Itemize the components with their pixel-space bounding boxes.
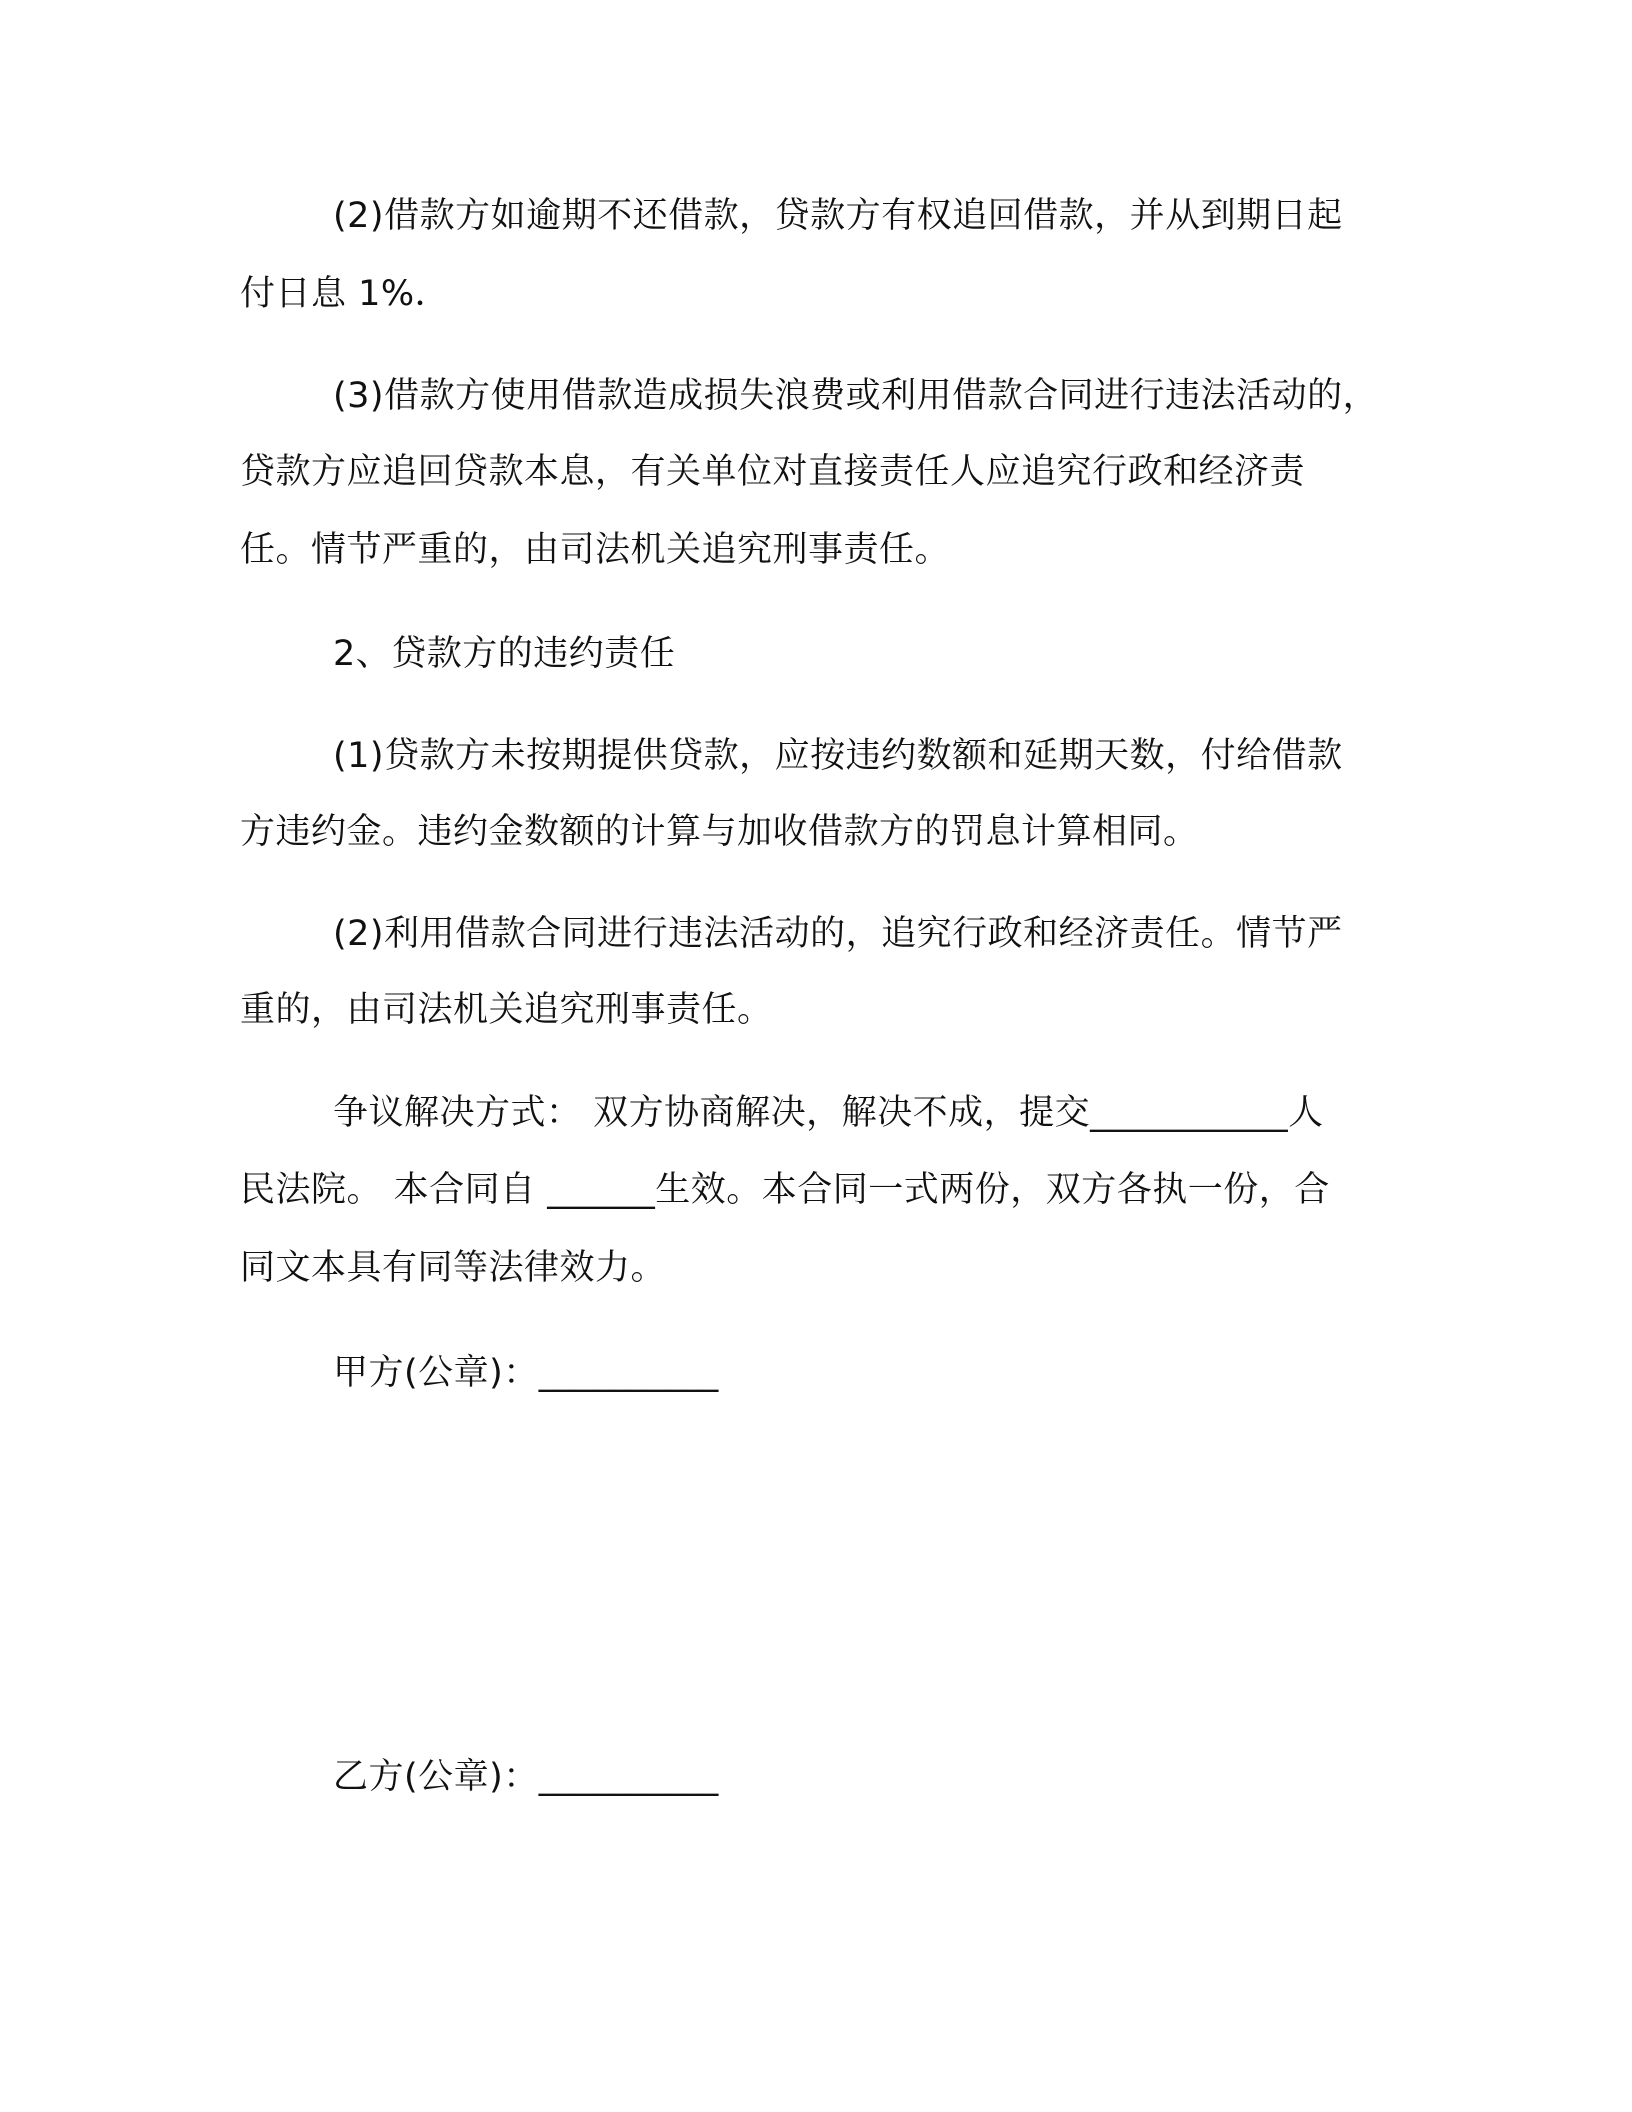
paragraph-line: 争议解决方式： 双方协商解决，解决不成，提交___________人 <box>333 1093 1324 1133</box>
paragraph-line: 任。情节严重的，由司法机关追究刑事责任。 <box>240 530 951 570</box>
paragraph-line: (3)借款方使用借款造成损失浪费或利用借款合同进行违法活动的， <box>333 376 1379 416</box>
paragraph-line: 重的，由司法机关追究刑事责任。 <box>240 990 773 1030</box>
paragraph-line: 方违约金。违约金数额的计算与加收借款方的罚息计算相同。 <box>240 812 1199 852</box>
paragraph-line: (2)利用借款合同进行违法活动的，追究行政和经济责任。情节严 <box>333 914 1343 954</box>
paragraph-line: 付日息 1%． <box>240 274 451 314</box>
party-b-seal-line: 乙方(公章)：__________ <box>333 1757 719 1797</box>
paragraph-line: 民法院。 本合同自 ______生效。本合同一式两份，双方各执一份，合 <box>240 1170 1330 1210</box>
paragraph-line: 同文本具有同等法律效力。 <box>240 1248 667 1288</box>
paragraph-line: (1)贷款方未按期提供贷款，应按违约数额和延期天数，付给借款 <box>333 736 1343 776</box>
paragraph-line: (2)借款方如逾期不还借款，贷款方有权追回借款，并从到期日起 <box>333 196 1343 236</box>
party-a-seal-line: 甲方(公章)：__________ <box>333 1353 719 1393</box>
paragraph-line: 贷款方应追回贷款本息，有关单位对直接责任人应追究行政和经济责 <box>240 452 1306 492</box>
section-heading: 2、贷款方的违约责任 <box>333 634 676 674</box>
